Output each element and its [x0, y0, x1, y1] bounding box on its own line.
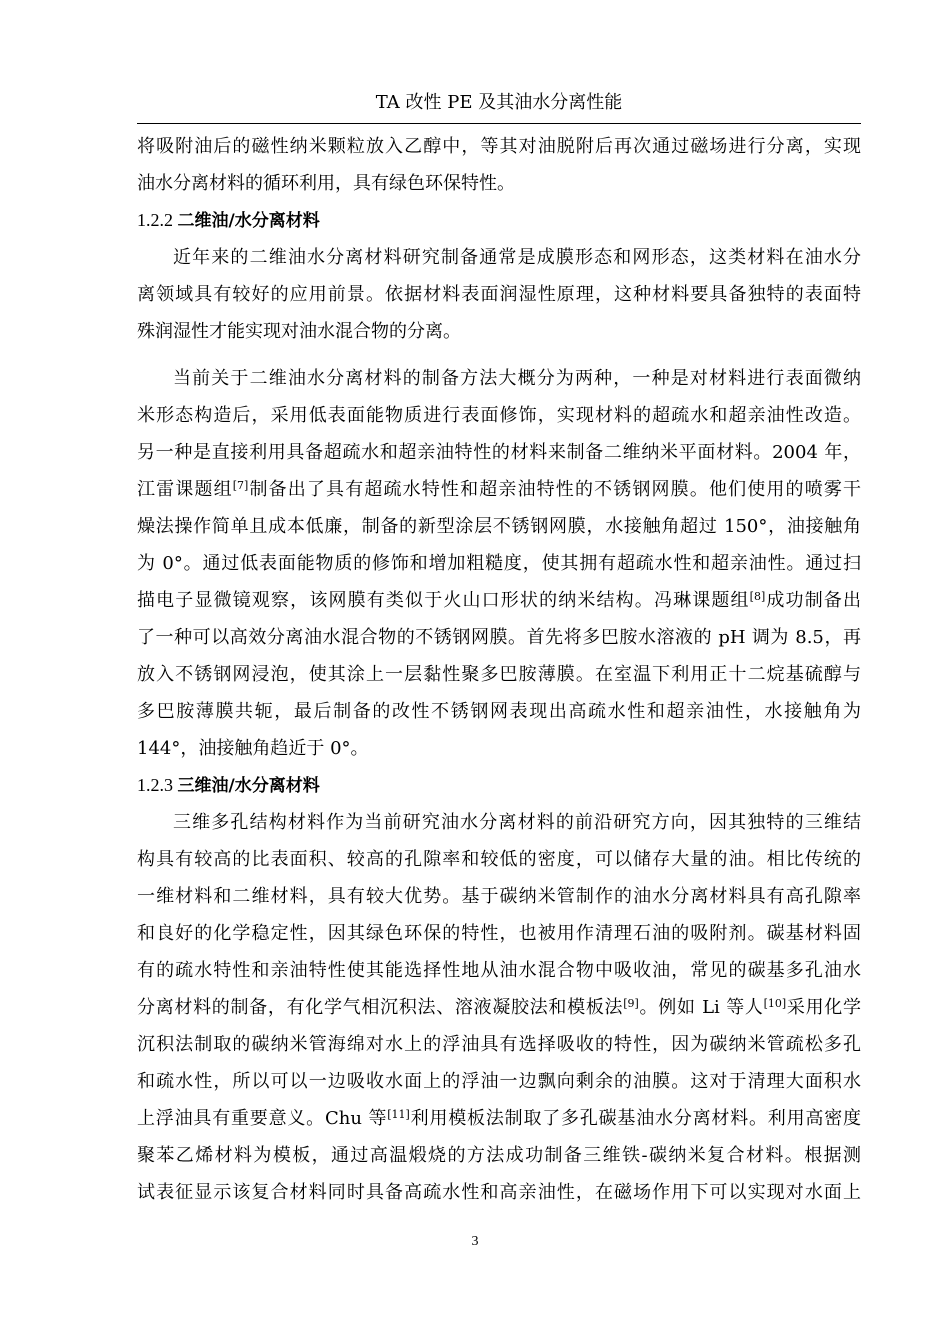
paragraph-line: 一维材料和二维材料，具有较大优势。基于碳纳米管制作的油水分离材料具有高孔隙率 [137, 886, 861, 907]
paragraph-line: 三维多孔结构材料作为当前研究油水分离材料的前沿研究方向，因其独特的三维结 [173, 812, 861, 833]
paragraph-line: 构具有较高的比表面积、较高的孔隙率和较低的密度，可以储存大量的油。相比传统的 [137, 849, 861, 870]
paragraph-line: 另一种是直接利用具备超疏水和超亲油特性的材料来制备二维纳米平面材料。2004 年， [137, 442, 861, 463]
citation-ref: [11] [387, 1108, 410, 1121]
section-title: 二维油/水分离材料 [177, 211, 320, 231]
header-rule [137, 123, 861, 124]
paragraph-line: 为 0°。通过低表面能物质的修饰和增加粗糙度，使其拥有超疏水性和超亲油性。通过扫 [137, 553, 861, 574]
paragraph-line: 多巴胺薄膜共轭，最后制备的改性不锈钢网表现出高疏水性和超亲油性，水接触角为 [137, 701, 861, 722]
text-run: 。例如 Li 等人 [638, 997, 764, 1018]
paragraph-line: 聚苯乙烯材料为模板，通过高温煅烧的方法成功制备三维铁-碳纳米复合材料。根据测 [137, 1145, 861, 1166]
paragraph-line: 燥法操作简单且成本低廉，制备的新型涂层不锈钢网膜，水接触角超过 150°，油接触角 [137, 516, 861, 537]
paragraph-line: 米形态构造后，采用低表面能物质进行表面修饰，实现材料的超疏水和超亲油性改造。 [137, 405, 861, 426]
paragraph-line: 试表征显示该复合材料同时具备高疏水性和高亲油性，在磁场作用下可以实现对水面上 [137, 1182, 861, 1203]
citation-ref: [7] [232, 479, 249, 492]
paragraph-line [137, 989, 861, 1026]
paragraph-line: 离领域具有较好的应用前景。依据材料表面润湿性原理，这种材料要具备独特的表面特 [137, 284, 861, 305]
paragraph-line: 放入不锈钢网浸泡，使其涂上一层黏性聚多巴胺薄膜。在室温下利用正十二烷基硫醇与 [137, 664, 861, 685]
running-header: TA 改性 PE 及其油水分离性能 [375, 92, 623, 113]
intro-line: 油水分离材料的循环利用，具有绿色环保特性。 [137, 173, 515, 194]
section-number: 1.2.3 [137, 775, 178, 795]
page-number: 3 [471, 1234, 479, 1249]
paragraph-gap [137, 350, 861, 360]
citation-ref: [9] [623, 997, 639, 1010]
section-number: 1.2.2 [137, 210, 178, 230]
paragraph-line: 和良好的化学稳定性，因其绿色环保的特性，也被用作清理石油的吸附剂。碳基材料固 [137, 923, 861, 944]
text-run: 采用化学 [786, 997, 861, 1018]
section-title: 三维油/水分离材料 [177, 776, 320, 796]
paragraph-line [137, 1100, 861, 1137]
text-run: 制备出了具有超疏水特性和超亲油特性的不锈钢网膜。他们使用的喷雾干 [248, 479, 861, 500]
text-run: 分离材料的制备，有化学气相沉积法、溶液凝胶法和模板法 [137, 997, 624, 1018]
section-heading-2d [137, 202, 861, 239]
text-run: 描电子显微镜观察，该网膜有类似于火山口形状的纳米结构。冯琳课题组 [137, 590, 750, 611]
citation-ref: [8] [749, 590, 766, 603]
text-run: 利用模板法制取了多孔碳基油水分离材料。利用高密度 [409, 1108, 861, 1129]
paragraph-line [137, 582, 861, 619]
paragraph-line: 当前关于二维油水分离材料的制备方法大概分为两种，一种是对材料进行表面微纳 [173, 368, 861, 389]
paragraph-line: 殊润湿性才能实现对油水混合物的分离。 [137, 321, 461, 342]
paragraph-line: 144°，油接触角趋近于 0°。 [137, 738, 369, 759]
text-run: 江雷课题组 [137, 479, 233, 500]
citation-ref: [10] [763, 997, 787, 1010]
section-heading-3d [137, 767, 861, 804]
paragraph-line [137, 471, 861, 508]
text-run: 成功制备出 [765, 590, 861, 611]
paragraph-line: 近年来的二维油水分离材料研究制备通常是成膜形态和网形态，这类材料在油水分 [173, 247, 861, 268]
text-run: 上浮油具有重要意义。Chu 等 [137, 1108, 388, 1129]
paragraph-line: 有的疏水特性和亲油特性使其能选择性地从油水混合物中吸收油，常见的碳基多孔油水 [137, 960, 861, 981]
intro-line: 将吸附油后的磁性纳米颗粒放入乙醇中，等其对油脱附后再次通过磁场进行分离，实现 [137, 136, 861, 157]
paragraph-line: 了一种可以高效分离油水混合物的不锈钢网膜。首先将多巴胺水溶液的 pH 调为 8.5，再 [137, 627, 861, 648]
body-text [137, 128, 861, 1211]
paragraph-line: 和疏水性，所以可以一边吸收水面上的浮油一边飘向剩余的油膜。这对于清理大面积水 [137, 1071, 861, 1092]
paragraph-line: 沉积法制取的碳纳米管海绵对水上的浮油具有选择吸收的特性，因为碳纳米管疏松多孔 [137, 1034, 861, 1055]
